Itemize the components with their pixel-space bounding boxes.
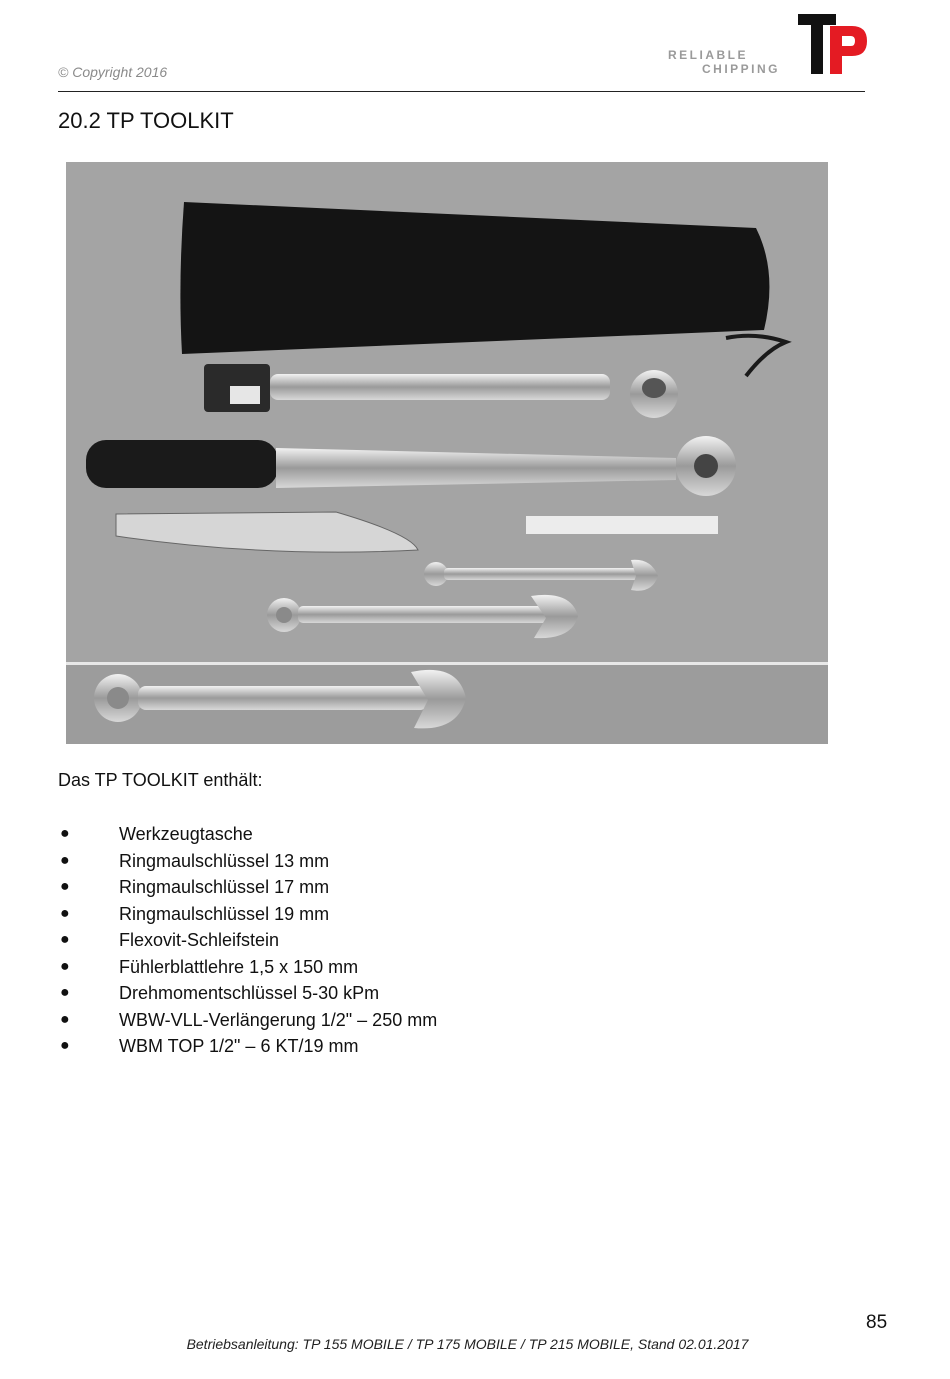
brand-tagline [668, 48, 780, 76]
socket-image [630, 370, 678, 418]
bullet-icon: ● [60, 1037, 70, 1054]
list-item-text: Werkzeugtasche [119, 824, 253, 844]
list-item-text: Drehmomentschlüssel 5-30 kPm [119, 983, 380, 1003]
list-item-text: Ringmaulschlüssel 17 mm [119, 877, 330, 897]
copyright-notice: © Copyright 2016 [58, 64, 168, 80]
bullet-icon: ● [60, 957, 70, 975]
bullet-icon: ● [60, 1010, 70, 1028]
tp-logo [796, 12, 868, 76]
tagline-line-1: RELIABLE [668, 48, 748, 62]
bullet-icon: ● [60, 878, 70, 895]
sharpening-stone-image [526, 516, 718, 534]
bullet-icon: ● [60, 904, 70, 922]
page-number: 85 [866, 1312, 888, 1333]
tagline-line-2: CHIPPING [702, 62, 781, 76]
footer-text: Betriebsanleitung: TP 155 MOBILE / TP 175 MOBILE / TP 215 MOBILE, Stand 02.01.2017 [186, 1336, 749, 1352]
bullet-icon: ● [60, 984, 70, 1001]
list-item-text: WBW-VLL-Verlängerung 1/2" – 250 mm [119, 1009, 438, 1030]
toolkit-photo [66, 162, 828, 744]
section-title: 20.2 TP TOOLKIT [58, 108, 234, 133]
list-item-text: Flexovit-Schleifstein [119, 930, 280, 950]
bullet-icon: ● [60, 851, 70, 869]
bullet-icon: ● [60, 931, 70, 948]
bullet-icon: ● [60, 825, 70, 842]
toolkit-intro: Das TP TOOLKIT enthält: [58, 770, 263, 790]
list-item-text: Ringmaulschlüssel 19 mm [119, 903, 330, 924]
header-rule [58, 91, 865, 92]
list-item-text: Fühlerblattlehre 1,5 x 150 mm [119, 956, 359, 977]
list-item-text: Ringmaulschlüssel 13 mm [119, 850, 330, 871]
list-item-text: WBM TOP 1/2" – 6 KT/19 mm [119, 1036, 359, 1056]
